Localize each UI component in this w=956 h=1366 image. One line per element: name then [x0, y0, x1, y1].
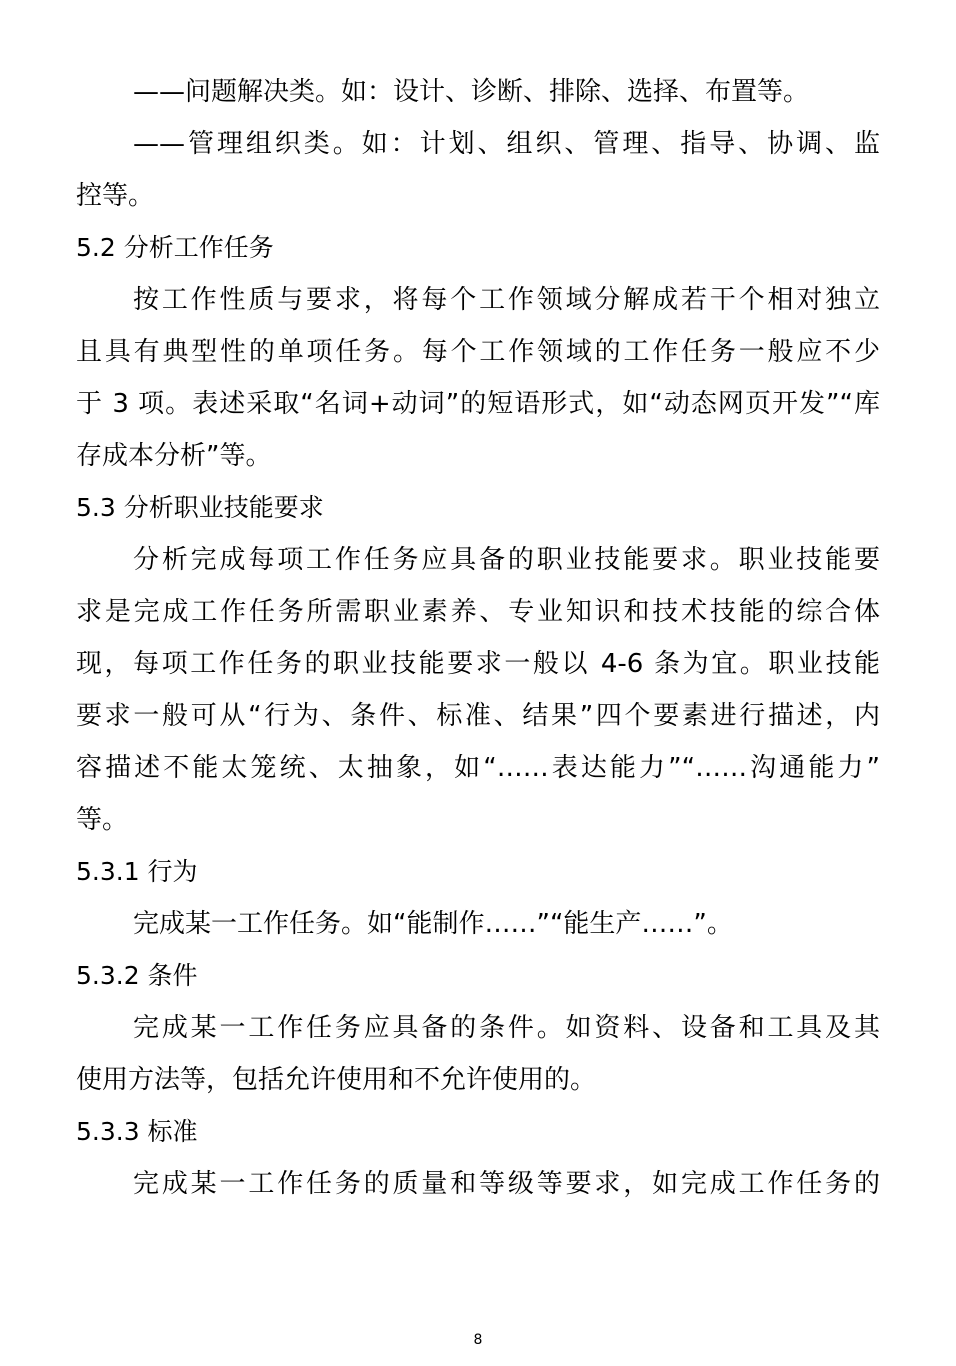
paragraph-line: 要求一般可从“行为、条件、标准、结果”四个要素进行描述，内: [76, 701, 880, 731]
text-line: 控等。: [76, 181, 155, 211]
paragraph-line: 分析完成每项工作任务应具备的职业技能要求。职业技能要: [133, 545, 880, 575]
paragraph-line: 存成本分析”等。: [76, 441, 272, 471]
paragraph-line: 求是完成工作任务所需职业素养、专业知识和技术技能的综合体: [76, 597, 880, 627]
list-item-management: ——管理组织类。如：计划、组织、管理、指导、协调、监: [133, 129, 880, 159]
section-heading-5-2: 5.2 分析工作任务: [76, 233, 274, 262]
section-heading-5-3-2: 5.3.2 条件: [76, 961, 198, 990]
paragraph-line: 完成某一工作任务。如“能制作……”“能生产……”。: [133, 909, 733, 939]
page-number: 8: [473, 1332, 483, 1348]
paragraph-line: 使用方法等，包括允许使用和不允许使用的。: [76, 1065, 597, 1095]
paragraph-line: 按工作性质与要求，将每个工作领域分解成若干个相对独立: [133, 285, 880, 315]
paragraph-line: 于 3 项。表述采取“名词+动词”的短语形式，如“动态网页开发”“库: [76, 389, 880, 419]
section-heading-5-3-3: 5.3.3 标准: [76, 1117, 198, 1146]
document-body: [76, 66, 880, 1210]
paragraph-line: 容描述不能太笼统、太抽象，如“……表达能力”“……沟通能力”: [76, 753, 880, 783]
list-item-problem-solving: ——问题解决类。如：设计、诊断、排除、选择、布置等。: [133, 77, 810, 107]
paragraph-line: 现，每项工作任务的职业技能要求一般以 4-6 条为宜。职业技能: [76, 649, 880, 679]
paragraph-line: 且具有典型性的单项任务。每个工作领域的工作任务一般应不少: [76, 337, 880, 367]
paragraph-line: 完成某一工作任务的质量和等级等要求，如完成工作任务的: [133, 1169, 880, 1199]
section-heading-5-3: 5.3 分析职业技能要求: [76, 493, 324, 522]
section-heading-5-3-1: 5.3.1 行为: [76, 857, 198, 886]
paragraph-line: 等。: [76, 805, 129, 835]
paragraph-line: 完成某一工作任务应具备的条件。如资料、设备和工具及其: [133, 1013, 880, 1043]
